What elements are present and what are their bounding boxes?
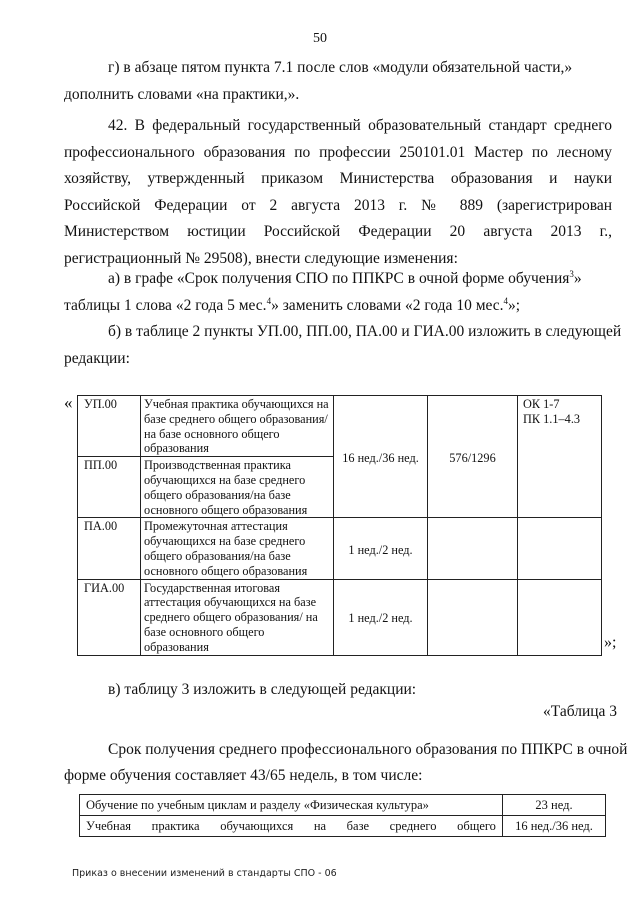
table-cell-competencies	[518, 579, 602, 655]
table-row	[80, 795, 606, 816]
table2-close-quote: »;	[604, 634, 617, 651]
table-cell-hours: 16 нед./36 нед.	[334, 396, 428, 518]
footnote-marker: 4	[503, 295, 509, 306]
item-b-line-2: редакции:	[64, 350, 130, 367]
item-g-line-2: дополнить словами «на практики,».	[64, 86, 300, 103]
label-word: обучающихся	[220, 818, 294, 833]
table-cell-code: ГИА.00	[78, 579, 141, 655]
label-word: среднего	[389, 818, 437, 833]
duration-line-2: форме обучения составляет 43/65 недель, в том числе:	[64, 767, 423, 784]
item-v-line: в) таблицу 3 изложить в следующей редакции:	[108, 681, 417, 698]
footnote-marker: 3	[569, 268, 574, 279]
table-cell-competencies	[518, 396, 602, 518]
table-cell-value: 23 нед.	[503, 795, 606, 816]
table-cell-description: Учебная практика обучающихся на базе среднего общего образования/на базе основного общего образования	[141, 396, 334, 457]
table3-reference: «Таблица 3	[543, 703, 618, 720]
item-a-line-1	[108, 270, 582, 288]
table-cell-total: 576/1296	[428, 396, 518, 518]
label-word: общего	[457, 818, 496, 833]
table-cell-description: Производственная практика обучающихся на базе среднего общего образования/на базе основного общего образования	[141, 457, 334, 518]
table2-open-quote: «	[64, 393, 73, 412]
footnote-marker: 4	[266, 295, 272, 306]
page-number: 50	[313, 31, 327, 46]
duration-table	[79, 794, 606, 837]
table-cell-competencies	[518, 518, 602, 579]
table-cell-code: УП.00	[78, 396, 141, 457]
table-cell-total	[428, 579, 518, 655]
item-b-line-1: б) в таблице 2 пункты УП.00, ПП.00, ПА.00 и ГИА.00 изложить в следующей	[108, 323, 622, 340]
footer-note: Приказ о внесении изменений в стандарты СПО - 06	[72, 868, 337, 879]
table-row	[80, 816, 606, 837]
table-cell-hours: 1 нед./2 нед.	[334, 579, 428, 655]
table-cell-value: 16 нед./36 нед.	[503, 816, 606, 837]
table-cell-label	[80, 816, 503, 837]
table-cell-description: Государственная итоговая аттестация обучающихся на базе среднего общего образования/ на базе основного общего образования	[141, 579, 334, 655]
table-row	[78, 579, 602, 655]
table-cell-label: Обучение по учебным циклам и разделу «Физическая культура»	[80, 795, 503, 816]
paragraph-42: 42. В федеральный государственный образовательный стандарт среднего профессионального образования по профессии 250101.01 Мастер по лесному хозяйству, утвержденный приказом Министерства образования и науки Российской Федерации от 2 августа 2013 г. № 889 (зарегистрирован Министерством юстиции Российской Федерации 20 августа 2013 г., регистрационный № 29508), внести следующие изменения:	[64, 117, 612, 267]
item-a-line-2-mid: » заменить словами «2 года 10 мес.	[271, 297, 504, 314]
table-cell-code: ПА.00	[78, 518, 141, 579]
table-cell-total	[428, 518, 518, 579]
duration-line-1: Срок получения среднего профессионального образования по ППКРС в очной	[108, 741, 628, 758]
table-cell-code: ПП.00	[78, 457, 141, 518]
item-a-line-1-end: »	[573, 270, 582, 287]
item-a-line-2	[64, 297, 520, 315]
table-row	[78, 518, 602, 579]
item-g-line-1: г) в абзаце пятом пункта 7.1 после слов «модули обязательной части,»	[108, 59, 573, 76]
item-a-line-2-text: таблицы 1 слова «2 года 5 мес.	[64, 297, 267, 314]
item-a-line-1-text: а) в графе «Срок получения СПО по ППКРС в очной форме обучения	[108, 270, 570, 287]
item-a-line-2-end: »;	[508, 297, 521, 314]
competencies-pk: ПК 1.1–4.3	[523, 411, 581, 426]
table-row	[78, 396, 602, 457]
competencies-ok: ОК 1-7	[523, 397, 560, 411]
table-cell-hours: 1 нед./2 нед.	[334, 518, 428, 579]
practice-table	[77, 395, 602, 656]
label-word: на	[313, 818, 327, 833]
label-word: базе	[346, 818, 370, 833]
table-cell-description: Промежуточная аттестация обучающихся на базе среднего общего образования/на базе основного общего образования	[141, 518, 334, 579]
label-word: Учебная	[86, 818, 132, 833]
label-word: практика	[151, 818, 200, 833]
